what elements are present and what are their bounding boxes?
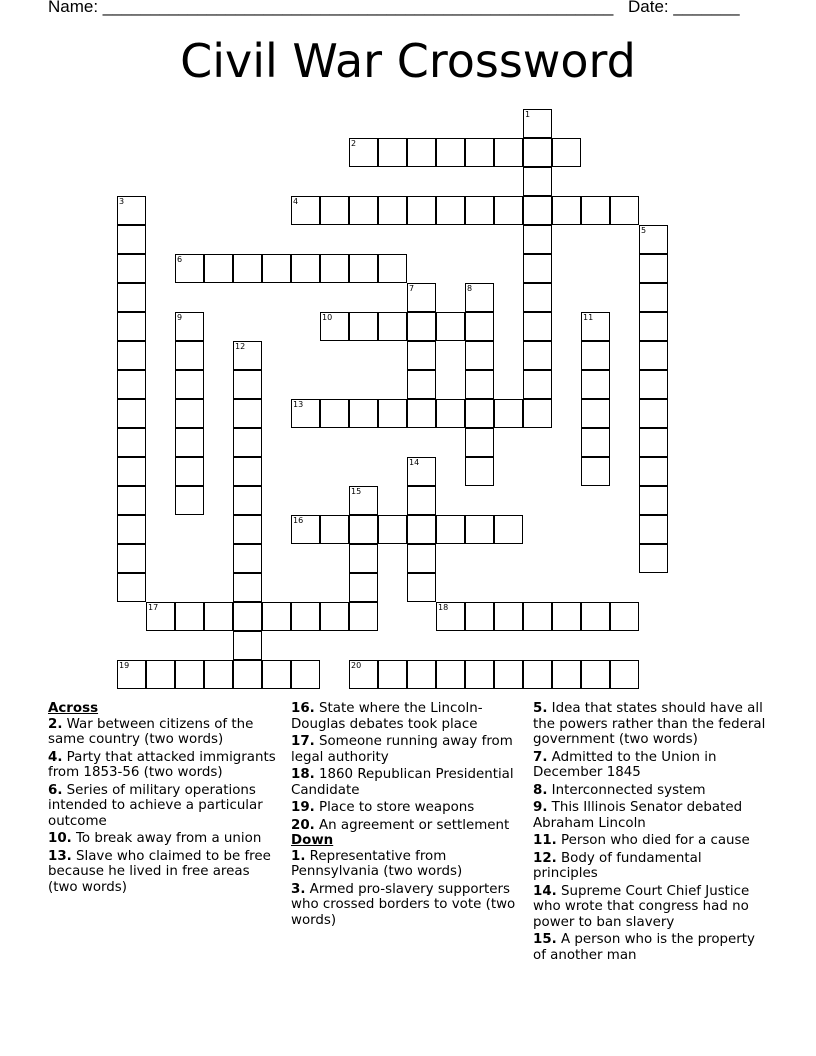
clue-text: This Illinois Senator debated Abraham Lincoln (533, 800, 743, 831)
grid-cell[interactable] (146, 602, 175, 631)
grid-cell[interactable] (581, 457, 610, 486)
grid-cell[interactable] (378, 399, 407, 428)
clue-text: State where the Lincoln-Douglas debates took place (291, 701, 483, 732)
grid-cell[interactable] (407, 457, 436, 486)
clue-text: An agreement or settlement (314, 817, 510, 833)
clue-text: Interconnected system (547, 782, 706, 798)
cell-number: 5 (641, 226, 647, 235)
grid-cell[interactable] (465, 457, 494, 486)
grid-cell[interactable] (117, 486, 146, 515)
name-field[interactable]: Name: ______________________________________________________ (48, 0, 614, 16)
grid-cell[interactable] (291, 399, 320, 428)
grid-cell[interactable] (407, 312, 436, 341)
grid-cell[interactable] (407, 660, 436, 689)
clue-item (533, 701, 769, 748)
header (48, 0, 748, 17)
grid-cell[interactable] (639, 486, 668, 515)
grid-cell[interactable] (291, 196, 320, 225)
grid-cell[interactable] (552, 138, 581, 167)
grid-cell[interactable] (349, 138, 378, 167)
clue-number: 12. (533, 850, 557, 866)
grid-cell[interactable] (320, 312, 349, 341)
grid-cell[interactable] (639, 225, 668, 254)
clue-item (48, 831, 280, 847)
grid-cell[interactable] (349, 515, 378, 544)
grid-cell[interactable] (233, 631, 262, 660)
clue-text: Armed pro-slavery supporters who crossed borders to vote (two words) (291, 881, 516, 928)
grid-cell[interactable] (523, 660, 552, 689)
grid-cell[interactable] (639, 254, 668, 283)
clue-number: 17. (291, 734, 315, 749)
clue-item (533, 833, 769, 849)
grid-cell[interactable] (639, 283, 668, 312)
grid-cell[interactable] (610, 660, 639, 689)
cell-number: 20 (351, 661, 362, 670)
date-field[interactable]: Date: _______ (628, 0, 740, 16)
grid-cell[interactable] (117, 254, 146, 283)
grid-cell[interactable] (407, 486, 436, 515)
grid-cell[interactable] (407, 399, 436, 428)
clue-text: Slave who claimed to be free because he lived in free areas (two words) (48, 848, 271, 895)
grid-cell[interactable] (494, 660, 523, 689)
grid-cell[interactable] (407, 283, 436, 312)
cell-number: 9 (177, 313, 183, 322)
grid-cell[interactable] (407, 544, 436, 573)
grid-cell[interactable] (407, 196, 436, 225)
cell-number: 17 (148, 603, 159, 612)
clues-column-1 (48, 701, 280, 897)
clue-item (291, 849, 525, 880)
grid-cell[interactable] (581, 660, 610, 689)
grid-cell[interactable] (639, 399, 668, 428)
grid-cell[interactable] (494, 399, 523, 428)
grid-cell[interactable] (349, 602, 378, 631)
grid-cell[interactable] (436, 602, 465, 631)
across-heading: Across (48, 701, 99, 716)
grid-cell[interactable] (639, 370, 668, 399)
grid-cell[interactable] (581, 341, 610, 370)
grid-cell[interactable] (523, 312, 552, 341)
cell-number: 16 (293, 516, 304, 525)
clue-item (533, 884, 769, 931)
grid-cell[interactable] (233, 486, 262, 515)
grid-cell[interactable] (465, 283, 494, 312)
grid-cell[interactable] (349, 544, 378, 573)
grid-cell[interactable] (552, 602, 581, 631)
cell-number: 18 (438, 603, 449, 612)
grid-cell[interactable] (117, 515, 146, 544)
grid-cell[interactable] (117, 544, 146, 573)
grid-cell[interactable] (146, 660, 175, 689)
grid-cell[interactable] (117, 341, 146, 370)
clue-number: 1. (291, 848, 306, 864)
grid-cell[interactable] (581, 370, 610, 399)
grid-cell[interactable] (117, 660, 146, 689)
clue-item (533, 932, 769, 963)
clue-item (291, 882, 525, 929)
clue-number: 19. (291, 800, 315, 815)
grid-cell[interactable] (175, 254, 204, 283)
grid-cell[interactable] (175, 399, 204, 428)
clue-item (291, 767, 525, 798)
grid-cell[interactable] (407, 138, 436, 167)
grid-cell[interactable] (639, 515, 668, 544)
cell-number: 11 (583, 313, 594, 322)
clue-number: 9. (533, 800, 548, 815)
grid-cell[interactable] (465, 312, 494, 341)
clue-text: Body of fundamental principles (533, 850, 702, 881)
clue-text: To break away from a union (71, 831, 262, 846)
clue-number: 13. (48, 848, 72, 864)
page-title: Civil War Crossword (180, 34, 636, 88)
grid-cell[interactable] (378, 660, 407, 689)
grid-cell[interactable] (639, 544, 668, 573)
grid-cell[interactable] (204, 254, 233, 283)
grid-cell[interactable] (581, 196, 610, 225)
clue-text: Admitted to the Union in December 1845 (533, 749, 717, 780)
grid-cell[interactable] (233, 399, 262, 428)
grid-cell[interactable] (378, 312, 407, 341)
clue-text: Supreme Court Chief Justice who wrote that congress had no power to ban slavery (533, 883, 750, 930)
grid-cell[interactable] (175, 428, 204, 457)
grid-cell[interactable] (494, 138, 523, 167)
clue-number: 10. (48, 831, 72, 846)
grid-cell[interactable] (291, 515, 320, 544)
grid-cell[interactable] (465, 428, 494, 457)
grid-cell[interactable] (581, 312, 610, 341)
grid-cell[interactable] (175, 312, 204, 341)
clue-text: Person who died for a cause (556, 833, 750, 848)
clue-number: 15. (533, 932, 557, 947)
grid-cell[interactable] (436, 515, 465, 544)
clue-item (533, 800, 769, 831)
grid-cell[interactable] (349, 573, 378, 602)
grid-cell[interactable] (523, 341, 552, 370)
grid-cell[interactable] (233, 573, 262, 602)
grid-cell[interactable] (320, 602, 349, 631)
clue-text: Idea that states should have all the powers rather than the federal government (two words) (533, 701, 766, 747)
grid-cell[interactable] (233, 457, 262, 486)
grid-cell[interactable] (378, 196, 407, 225)
grid-cell[interactable] (175, 660, 204, 689)
grid-cell[interactable] (233, 602, 262, 631)
grid-cell[interactable] (117, 312, 146, 341)
grid-cell[interactable] (552, 660, 581, 689)
clue-text: 1860 Republican Presidential Candidate (291, 767, 514, 798)
grid-cell[interactable] (378, 138, 407, 167)
clue-number: 8. (533, 782, 548, 798)
clue-number: 20. (291, 817, 315, 833)
grid-cell[interactable] (175, 486, 204, 515)
grid-cell[interactable] (349, 486, 378, 515)
cell-number: 1 (525, 110, 531, 119)
grid-cell[interactable] (465, 660, 494, 689)
grid-cell[interactable] (349, 660, 378, 689)
cell-number: 15 (351, 487, 362, 496)
grid-cell[interactable] (494, 196, 523, 225)
clue-text: Series of military operations intended to achieve a particular outcome (48, 782, 263, 829)
grid-cell[interactable] (262, 602, 291, 631)
grid-cell[interactable] (117, 399, 146, 428)
grid-cell[interactable] (262, 660, 291, 689)
grid-cell[interactable] (233, 341, 262, 370)
grid-cell[interactable] (465, 370, 494, 399)
grid-cell[interactable] (494, 602, 523, 631)
clues-column-3 (533, 701, 769, 965)
clue-number: 14. (533, 883, 557, 899)
grid-cell[interactable] (639, 428, 668, 457)
down-heading: Down (291, 833, 334, 848)
grid-cell[interactable] (117, 370, 146, 399)
grid-cell[interactable] (233, 515, 262, 544)
grid-cell[interactable] (581, 428, 610, 457)
grid-cell[interactable] (581, 602, 610, 631)
grid-cell[interactable] (523, 370, 552, 399)
grid-cell[interactable] (523, 225, 552, 254)
grid-cell[interactable] (523, 167, 552, 196)
grid-cell[interactable] (639, 341, 668, 370)
clue-number: 4. (48, 749, 63, 765)
grid-cell[interactable] (320, 399, 349, 428)
grid-cell[interactable] (494, 515, 523, 544)
clue-text: Place to store weapons (314, 800, 475, 815)
grid-cell[interactable] (465, 138, 494, 167)
cell-number: 4 (293, 197, 299, 206)
grid-cell[interactable] (175, 457, 204, 486)
grid-cell[interactable] (378, 515, 407, 544)
grid-cell[interactable] (320, 254, 349, 283)
grid-cell[interactable] (204, 660, 233, 689)
clue-number: 7. (533, 749, 548, 765)
grid-cell[interactable] (523, 138, 552, 167)
grid-cell[interactable] (378, 254, 407, 283)
grid-cell[interactable] (320, 515, 349, 544)
grid-cell[interactable] (436, 196, 465, 225)
clue-item (291, 818, 525, 834)
clue-text: A person who is the property of another man (533, 932, 755, 963)
clue-text: Someone running away from legal authority (291, 734, 513, 765)
grid-cell[interactable] (465, 515, 494, 544)
grid-cell[interactable] (436, 138, 465, 167)
grid-cell[interactable] (436, 660, 465, 689)
grid-cell[interactable] (349, 196, 378, 225)
grid-cell[interactable] (523, 196, 552, 225)
grid-cell[interactable] (233, 370, 262, 399)
grid-cell[interactable] (320, 196, 349, 225)
grid-cell[interactable] (465, 399, 494, 428)
grid-cell[interactable] (436, 399, 465, 428)
cell-number: 8 (467, 284, 473, 293)
grid-cell[interactable] (407, 573, 436, 602)
clue-text: Representative from Pennsylvania (two words) (291, 848, 463, 879)
grid-cell[interactable] (523, 602, 552, 631)
cell-number: 7 (409, 284, 415, 293)
clue-number: 2. (48, 716, 63, 732)
grid-cell[interactable] (639, 457, 668, 486)
grid-cell[interactable] (349, 312, 378, 341)
cell-number: 13 (293, 400, 304, 409)
clue-item (48, 750, 280, 781)
grid-cell[interactable] (523, 109, 552, 138)
clue-text: Party that attacked immigrants from 1853-56 (two words) (48, 749, 276, 780)
grid-cell[interactable] (233, 544, 262, 573)
cell-number: 6 (177, 255, 183, 264)
grid-cell[interactable] (610, 196, 639, 225)
grid-cell[interactable] (204, 602, 233, 631)
grid-cell[interactable] (117, 428, 146, 457)
clue-item (48, 849, 280, 896)
grid-cell[interactable] (175, 602, 204, 631)
clue-item (291, 800, 525, 816)
grid-cell[interactable] (233, 428, 262, 457)
clue-item (48, 717, 280, 748)
clue-item (533, 783, 769, 799)
grid-cell[interactable] (523, 254, 552, 283)
cell-number: 14 (409, 458, 420, 467)
grid-cell[interactable] (465, 602, 494, 631)
clue-number: 3. (291, 881, 306, 897)
cell-number: 12 (235, 342, 246, 351)
grid-cell[interactable] (233, 254, 262, 283)
grid-cell[interactable] (233, 660, 262, 689)
clue-number: 18. (291, 767, 315, 782)
grid-cell[interactable] (175, 341, 204, 370)
cell-number: 2 (351, 139, 357, 148)
grid-cell[interactable] (117, 283, 146, 312)
grid-cell[interactable] (610, 602, 639, 631)
cell-number: 3 (119, 197, 125, 206)
clue-number: 16. (291, 701, 315, 716)
grid-cell[interactable] (117, 573, 146, 602)
grid-cell[interactable] (349, 399, 378, 428)
cell-number: 19 (119, 661, 130, 670)
grid-cell[interactable] (407, 341, 436, 370)
grid-cell[interactable] (407, 515, 436, 544)
cell-number: 10 (322, 313, 333, 322)
grid-cell[interactable] (291, 602, 320, 631)
grid-cell[interactable] (465, 196, 494, 225)
clue-item (291, 701, 525, 732)
grid-cell[interactable] (117, 457, 146, 486)
grid-cell[interactable] (436, 312, 465, 341)
grid-cell[interactable] (262, 254, 291, 283)
clue-text: War between citizens of the same country (two words) (48, 716, 254, 747)
grid-cell[interactable] (465, 341, 494, 370)
grid-cell[interactable] (523, 283, 552, 312)
grid-cell[interactable] (523, 399, 552, 428)
grid-cell[interactable] (349, 254, 378, 283)
grid-cell[interactable] (291, 254, 320, 283)
clue-item (48, 783, 280, 830)
clue-item (533, 750, 769, 781)
grid-cell[interactable] (117, 196, 146, 225)
grid-cell[interactable] (407, 370, 436, 399)
clue-item (291, 734, 525, 765)
grid-cell[interactable] (581, 399, 610, 428)
clue-number: 5. (533, 701, 548, 716)
clues-column-2 (291, 701, 525, 930)
grid-cell[interactable] (175, 370, 204, 399)
grid-cell[interactable] (291, 660, 320, 689)
grid-cell[interactable] (639, 312, 668, 341)
clue-number: 11. (533, 833, 557, 848)
clue-item (533, 851, 769, 882)
grid-cell[interactable] (552, 196, 581, 225)
grid-cell[interactable] (117, 225, 146, 254)
clue-number: 6. (48, 782, 63, 798)
